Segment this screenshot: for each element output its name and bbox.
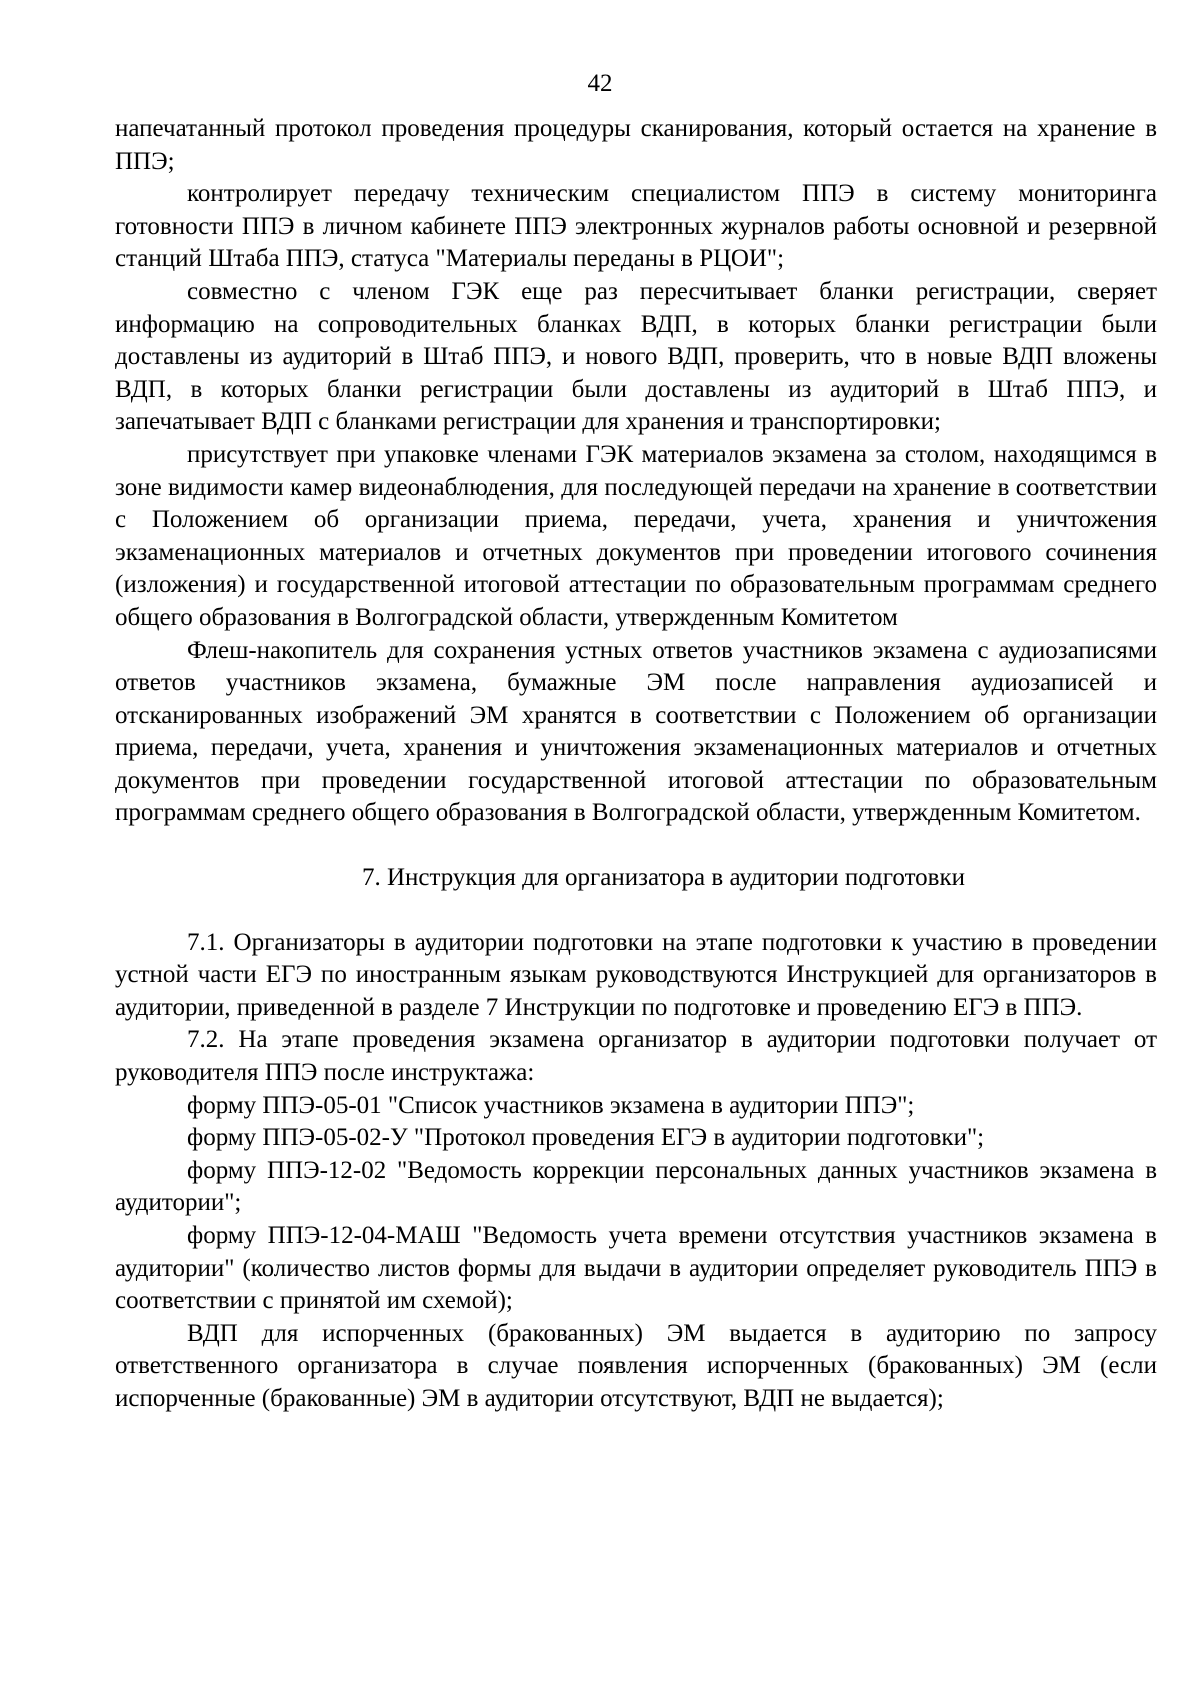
list-item: форму ППЭ-12-02 "Ведомость коррекции персональных данных участников экзамена в аудитории";: [115, 1156, 1157, 1217]
paragraph: напечатанный протокол проведения процедуры сканирования, который остается на хранение в ППЭ;: [115, 115, 1157, 175]
section-heading: 7. Инструкция для организатора в аудитории подготовки: [361, 864, 965, 892]
paragraph: 7.2. На этапе проведения экзамена организатор в аудитории подготовки получает от руководителя ППЭ после инструктажа:: [115, 1026, 1157, 1087]
spacer: [115, 895, 1157, 927]
page-number: 42: [587, 70, 613, 97]
list-item: форму ППЭ-05-01 "Список участников экзамена в аудитории ППЭ";: [187, 1091, 915, 1119]
paragraph: Флеш-накопитель для сохранения устных ответов участников экзамена с аудиозаписями ответов участников экзамена, бумажные ЭМ после направления аудиозаписей и отсканированных изображений ЭМ хранятся в соответствии с Положением об организации приема, передачи, учета, хранения и уничтожения экзаменационных материалов и отчетных документов при проведении государственной итоговой аттестации по образовательным программам среднего общего образования в Волгоградской области, утвержденным Комитетом.: [115, 636, 1157, 827]
spacer: [115, 830, 1157, 862]
list-item: форму ППЭ-05-02-У "Протокол проведения ЕГЭ в аудитории подготовки";: [187, 1124, 985, 1152]
paragraph: совместно с членом ГЭК еще раз пересчитывает бланки регистрации, сверяет информацию на сопроводительных бланках ВДП, в которых бланки регистрации были доставлены из аудиторий в Штаб ППЭ, и нового ВДП, проверить, что в новые ВДП вложены ВДП, в которых бланки регистрации были доставлены из аудиторий в Штаб ППЭ, и запечатывает ВДП с бланками регистрации для хранения и транспортировки;: [115, 277, 1157, 436]
paragraph: присутствует при упаковке членами ГЭК материалов экзамена за столом, находящимся в зоне видимости камер видеонаблюдения, для последующей передачи на хранение в соответствии с Положением об организации приема, передачи, учета, хранения и уничтожения экзаменационных материалов и отчетных документов при проведении итогового сочинения (изложения) и государственной итоговой аттестации по образовательным программам среднего общего образования в Волгоградской области, утвержденным Комитетом: [115, 440, 1157, 631]
paragraph: контролирует передачу техническим специалистом ППЭ в систему мониторинга готовности ППЭ в личном кабинете ППЭ электронных журналов работы основной и резервной станций Штаба ППЭ, статуса "Материалы переданы в РЦОИ";: [115, 180, 1157, 273]
document-body: [115, 113, 1157, 1416]
paragraph: ВДП для испорченных (бракованных) ЭМ выдается в аудиторию по запросу ответственного организатора в случае появления испорченных (бракованных) ЭМ (если испорченные (бракованные) ЭМ в аудитории отсутствуют, ВДП не выдается);: [115, 1319, 1157, 1412]
paragraph: 7.1. Организаторы в аудитории подготовки на этапе подготовки к участию в проведении устной части ЕГЭ по иностранным языкам руководствуются Инструкцией для организаторов в аудитории, приведенной в разделе 7 Инструкции по подготовке и проведению ЕГЭ в ППЭ.: [115, 928, 1157, 1021]
list-item: форму ППЭ-12-04-МАШ "Ведомость учета времени отсутствия участников экзамена в аудитории" (количество листов формы для выдачи в аудитории определяет руководитель ППЭ в соответствии с принятой им схемой);: [115, 1222, 1157, 1315]
